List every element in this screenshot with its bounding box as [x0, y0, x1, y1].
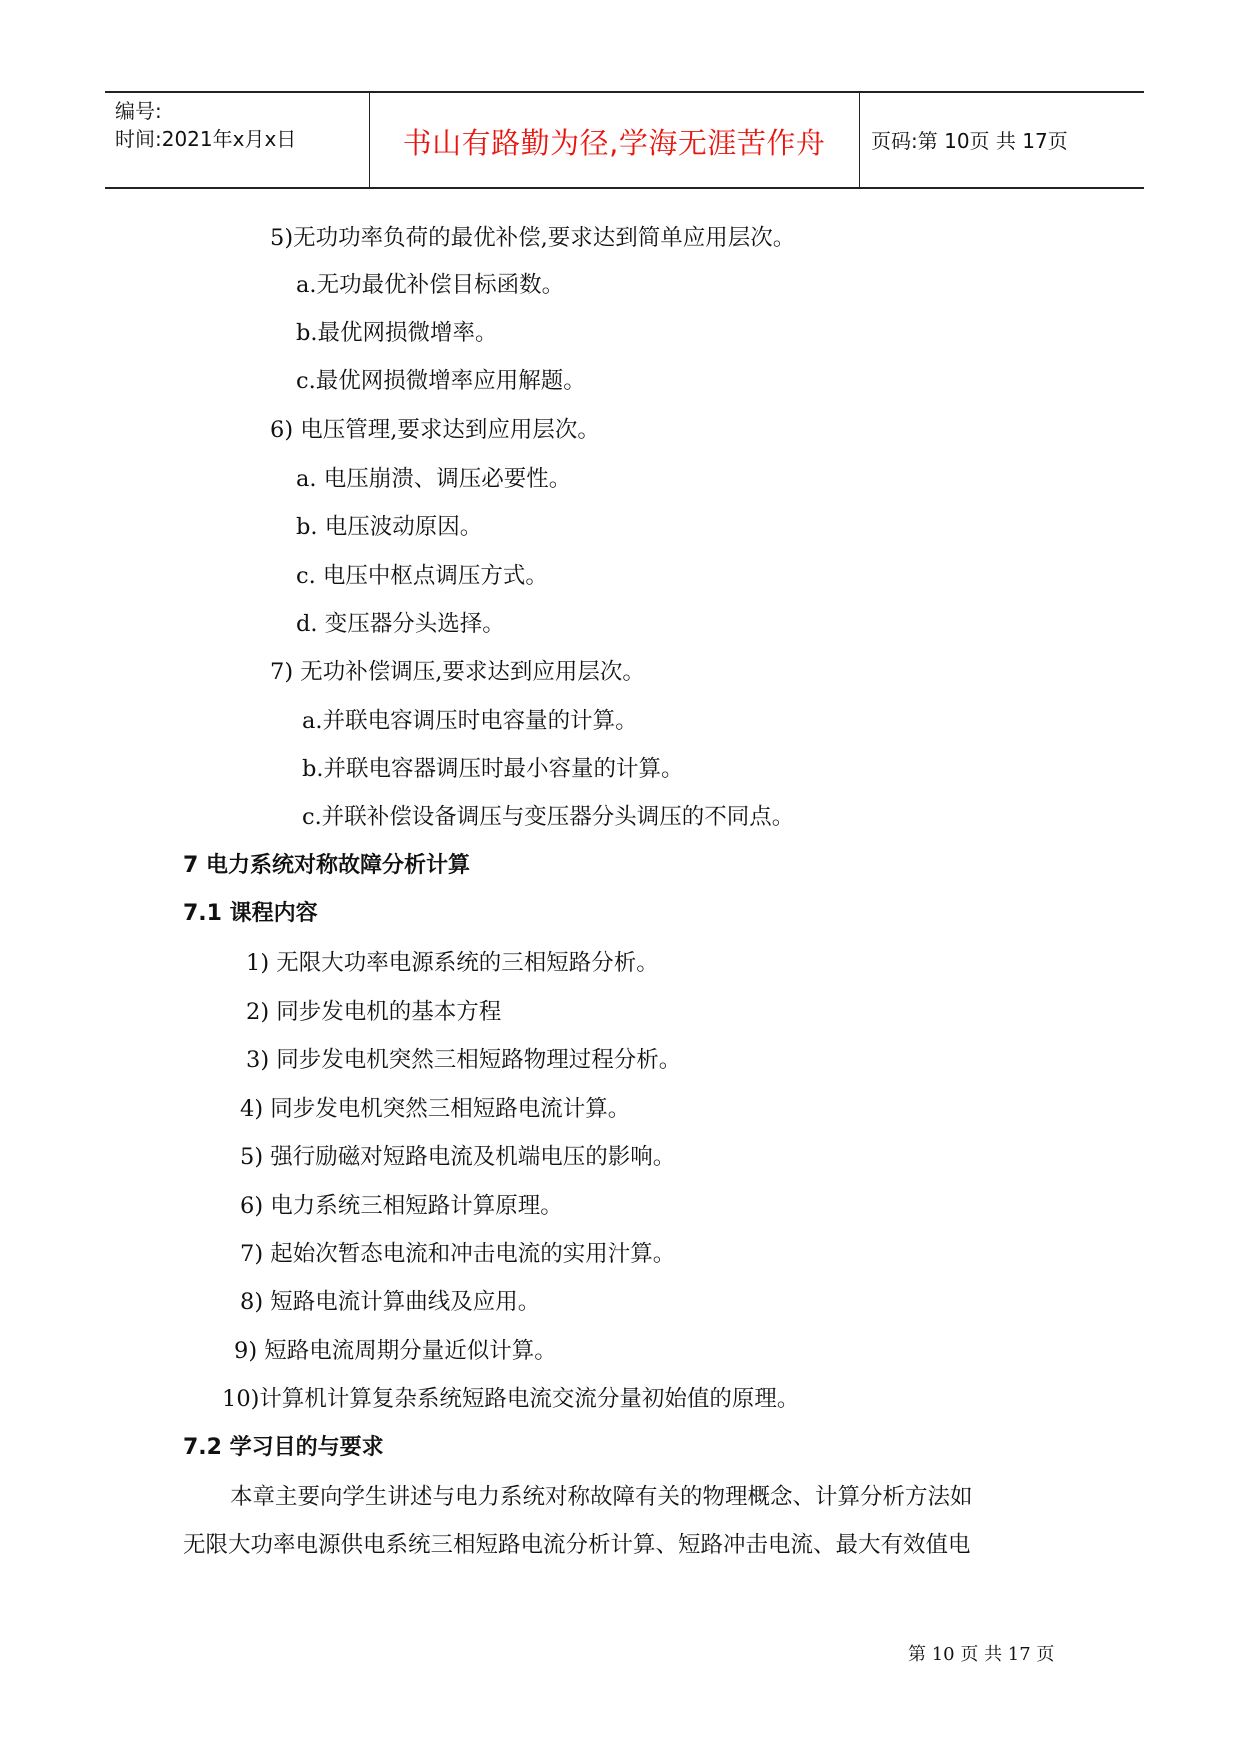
content-item-9: 9) 短路电流周期分量近似计算。 — [234, 1338, 557, 1364]
content-item-3: 3) 同步发电机突然三相短路物理过程分析。 — [246, 1047, 682, 1073]
header-left-cell — [105, 93, 370, 187]
page-header — [105, 91, 1144, 189]
body-paragraph-line-1: 本章主要向学生讲述与电力系统对称故障有关的物理概念、计算分析方法如 — [230, 1484, 973, 1510]
section-heading-7-2: 7.2 学习目的与要求 — [183, 1435, 384, 1460]
content-item-6: 6) 电力系统三相短路计算原理。 — [240, 1193, 563, 1219]
content-item-4: 4) 同步发电机突然三相短路电流计算。 — [240, 1096, 631, 1122]
content-item-8: 8) 短路电流计算曲线及应用。 — [240, 1289, 541, 1315]
item-7: 7) 无功补偿调压,要求达到应用层次。 — [270, 659, 645, 685]
item-7c: c.并联补偿设备调压与变压器分头调压的不同点。 — [302, 804, 795, 830]
item-6b: b. 电压波动原因。 — [296, 514, 483, 540]
content-item-1: 1) 无限大功率电源系统的三相短路分析。 — [246, 950, 659, 976]
item-7b: b.并联电容器调压时最小容量的计算。 — [302, 756, 684, 782]
time-label: 时间:2021年x月x日 — [115, 127, 297, 151]
content-item-2: 2) 同步发电机的基本方程 — [246, 999, 502, 1025]
item-5a: a.无功最优补偿目标函数。 — [296, 272, 565, 298]
item-5: 5)无功功率负荷的最优补偿,要求达到简单应用层次。 — [270, 225, 796, 251]
header-page-info: 页码:第 10页 共 17页 — [871, 129, 1068, 153]
item-5c: c.最优网损微增率应用解题。 — [296, 368, 586, 394]
item-6a: a. 电压崩溃、调压必要性。 — [296, 466, 572, 492]
item-6d: d. 变压器分头选择。 — [296, 611, 505, 637]
content-item-10: 10)计算机计算复杂系统短路电流交流分量初始值的原理。 — [222, 1386, 800, 1412]
serial-label: 编号: — [115, 99, 162, 123]
section-heading-7-1: 7.1 课程内容 — [183, 901, 318, 926]
item-6c: c. 电压中枢点调压方式。 — [296, 563, 548, 589]
body-paragraph-line-2: 无限大功率电源供电系统三相短路电流分析计算、短路冲击电流、最大有效值电 — [183, 1532, 971, 1558]
chapter-heading: 7 电力系统对称故障分析计算 — [183, 853, 470, 878]
item-7a: a.并联电容调压时电容量的计算。 — [302, 708, 638, 734]
page-footer: 第 10 页 共 17 页 — [908, 1644, 1055, 1665]
header-right-cell — [859, 93, 1144, 187]
content-item-7: 7) 起始次暂态电流和冲击电流的实用汁算。 — [240, 1241, 676, 1267]
content-item-5: 5) 强行励磁对短路电流及机端电压的影响。 — [240, 1144, 676, 1170]
item-6: 6) 电压管理,要求达到应用层次。 — [270, 417, 600, 443]
motto-text: 书山有路勤为径,学海无涯苦作舟 — [402, 126, 826, 160]
header-motto-cell — [369, 93, 860, 187]
item-5b: b.最优网损微增率。 — [296, 320, 498, 346]
